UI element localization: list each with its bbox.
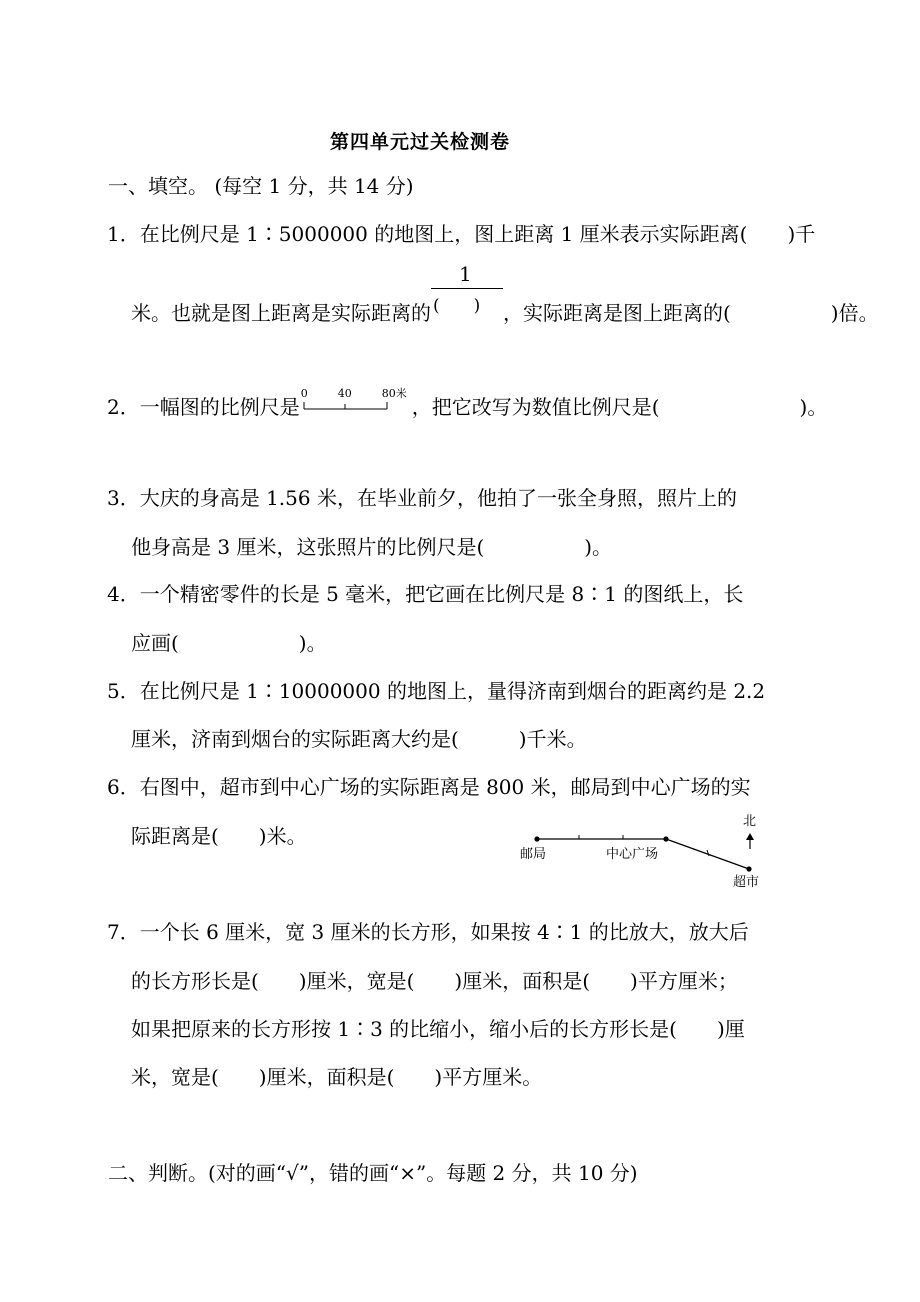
question-2 [107, 387, 828, 419]
section-2-heading: 二、判断。(对的画“√”，错的画“×”。每题 2 分，共 10 分) [108, 1161, 638, 1185]
question-5-line-1: 5．在比例尺是 1∶10000000 的地图上，量得济南到烟台的距离约是 2.2 [107, 679, 766, 703]
post-office-point [534, 836, 539, 841]
question-5-line-2: 厘米，济南到烟台的实际距离大约是( )千米。 [131, 727, 587, 751]
map-label-supermarket: 超市 [733, 875, 760, 890]
question-7-line-3: 如果把原来的长方形按 1∶3 的比缩小，缩小后的长方形长是( )厘 [131, 1017, 745, 1041]
page-title: 第四单元过关检测卷 [330, 131, 511, 153]
question-1-text-b: ，实际距离是图上距离的( )倍。 [503, 301, 879, 325]
question-6-line-1: 6．右图中，超市到中心广场的实际距离是 800 米，邮局到中心广场的实 [107, 775, 751, 799]
question-1-text-a: 米。也就是图上距离是实际距离的 [131, 301, 431, 325]
map-label-center-square: 中心广场 [606, 847, 659, 862]
map-label-post-office: 邮局 [520, 847, 547, 862]
question-3-line-2: 他身高是 3 厘米，这张照片的比例尺是( )。 [131, 535, 613, 559]
question-7-line-2: 的长方形长是( )厘米，宽是( )厘米，面积是( )平方厘米； [131, 969, 738, 993]
map-label-north: 北 [743, 814, 757, 829]
section-1-heading: 一、填空。 (每空 1 分，共 14 分) [108, 174, 414, 198]
question-2-text-before: 2．一幅图的比例尺是 [107, 395, 300, 419]
question-7-line-4: 米，宽是( )厘米，面积是( )平方厘米。 [131, 1065, 543, 1089]
scale-label-40: 40 [337, 387, 352, 400]
question-2-text-after: ，把它改写为数值比例尺是( )。 [411, 395, 828, 419]
supermarket-point [746, 866, 751, 871]
question-1-line-2 [131, 262, 879, 325]
question-4-line-2: 应画( )。 [131, 631, 327, 655]
fraction-blank[interactable] [431, 262, 503, 320]
center-square-point [663, 836, 668, 841]
fraction-bar [431, 288, 503, 289]
fraction-numerator: 1 [459, 262, 472, 286]
question-3-line-1: 3．大庆的身高是 1.56 米，在毕业前夕，他拍了一张全身照，照片上的 [107, 486, 737, 510]
question-6-line-2: 际距离是( )米。 [131, 824, 307, 848]
question-4-line-1: 4．一个精密零件的长是 5 毫米，把它画在比例尺是 8∶1 的图纸上，长 [107, 582, 744, 606]
fraction-denominator: ( ) [433, 296, 481, 316]
question-1-line-1: 1．在比例尺是 1∶5000000 的地图上，图上距离 1 厘米表示实际距离( )千 [107, 222, 816, 246]
scale-label-80: 80米 [381, 387, 407, 400]
scale-label-0: 0 [300, 387, 308, 400]
question-7-line-1: 7．一个长 6 厘米，宽 3 厘米的长方形，如果按 4∶1 的比放大，放大后 [107, 920, 749, 944]
line-scale [300, 387, 412, 414]
scale-bar [300, 394, 412, 414]
